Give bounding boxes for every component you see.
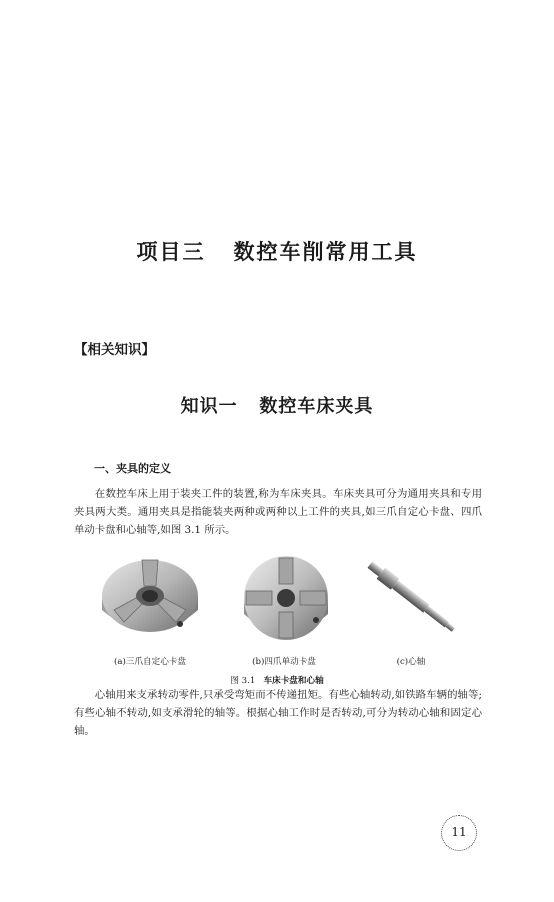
figure-name: 车床卡盘和心轴: [263, 676, 324, 686]
figure-caption-c: (c)心轴: [396, 657, 426, 667]
subheading: 一、夹具的定义: [94, 462, 171, 475]
mandrel-image: [364, 548, 458, 648]
paragraph: 在数控车床上用于装夹工件的装置,称为车床夹具。车床夹具可分为通用夹具和专用夹具两大类。通用夹具是指能装夹两种或两种以上工件的夹具,如三爪自定心卡盘、四爪单动卡盘和心轴等,如图 3.1 所示。: [74, 488, 482, 536]
section-title: [0, 392, 554, 418]
chapter-title: [0, 236, 554, 266]
page-number: 11: [441, 815, 477, 851]
paragraph: 心轴用来支承转动零件,只承受弯矩而不传递扭矩。有些心轴转动,如铁路车辆的轴等;有些心轴不转动,如支承滑轮的轴等。根据心轴工作时是否转动,可分为转动心轴和固定心轴。: [74, 689, 482, 737]
figure-title: [0, 674, 554, 686]
four-jaw-chuck-image: [236, 548, 336, 648]
related-knowledge-heading: 【相关知识】: [74, 342, 155, 358]
chapter-name: 数控车削常用工具: [233, 240, 418, 264]
chapter-number: 项目三: [136, 240, 206, 264]
section-name: 数控车床夹具: [259, 396, 374, 417]
figure-caption-b: (b)四爪单动卡盘: [252, 657, 316, 667]
section-number: 知识一: [180, 396, 238, 417]
figure-number: 图 3.1: [230, 676, 256, 686]
three-jaw-chuck-image: [94, 548, 206, 648]
figure-caption-a: (a)三爪自定心卡盘: [114, 657, 186, 667]
